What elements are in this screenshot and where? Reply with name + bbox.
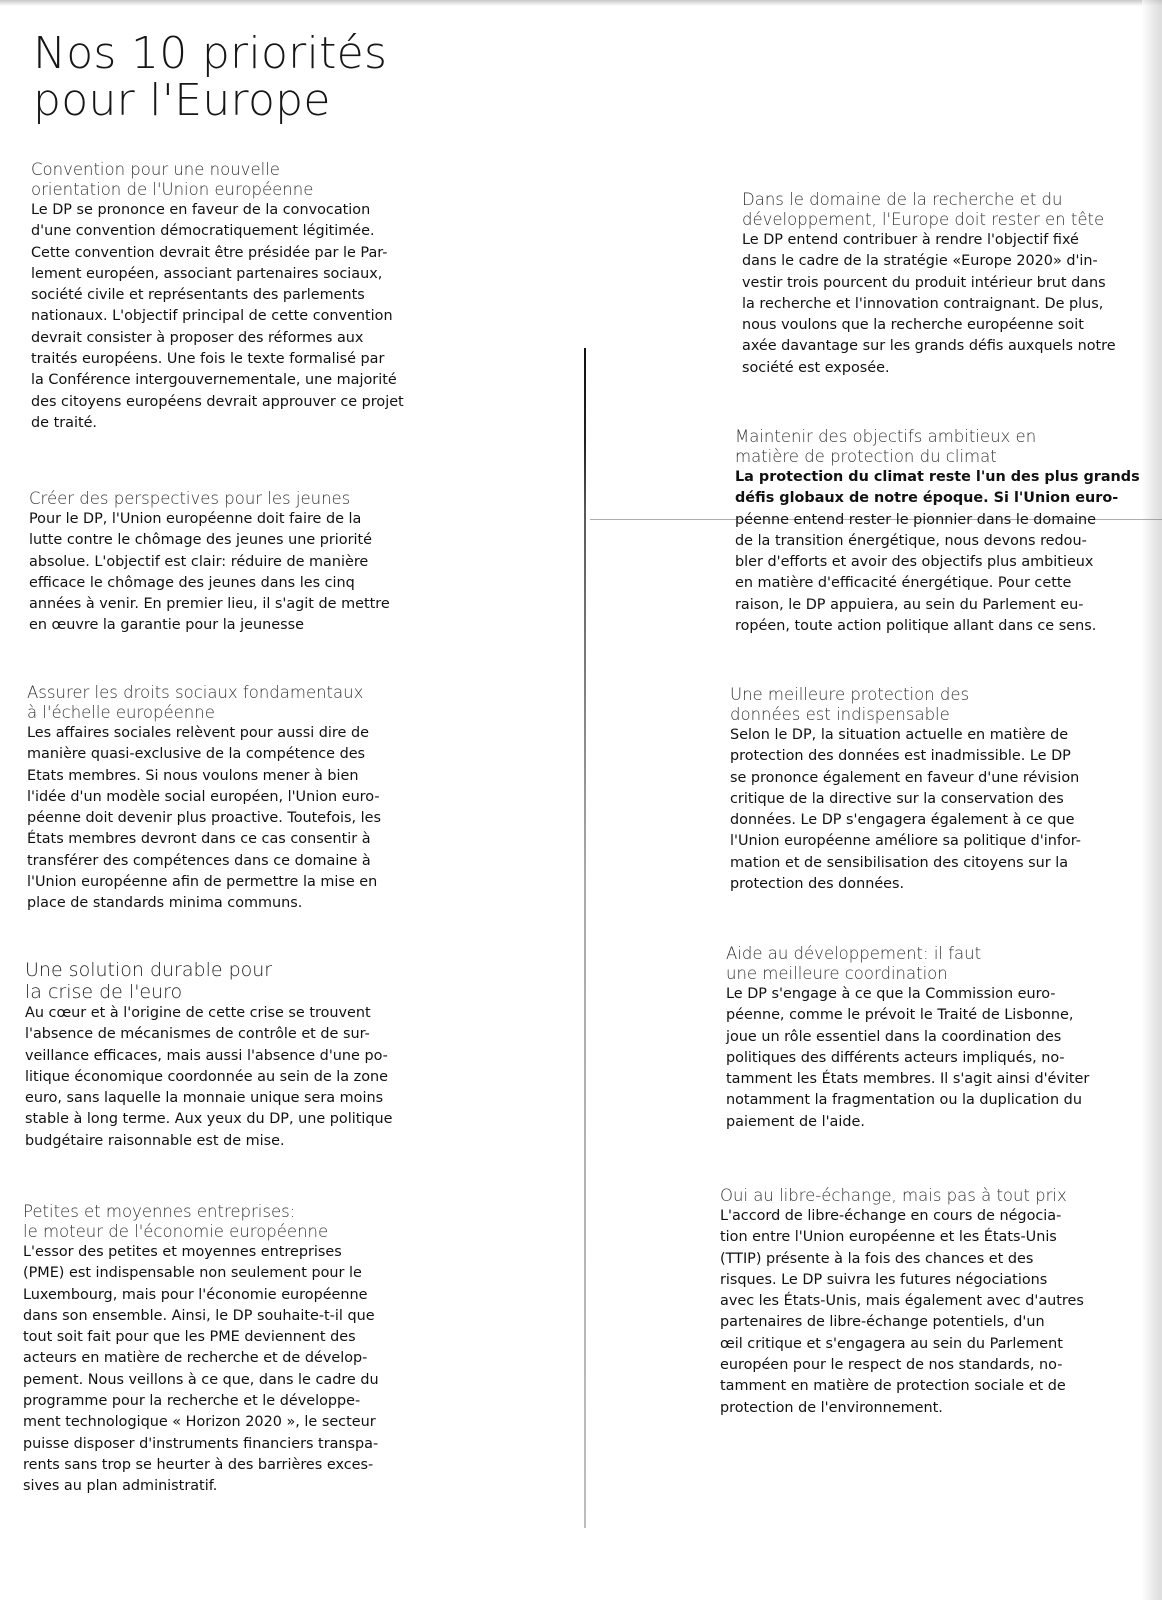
body-line: de la transition énergétique, nous devons redou- [735, 532, 1087, 549]
section-droits-sociaux [27, 683, 432, 915]
body-line: Le DP se prononce en faveur de la convocation [31, 202, 371, 218]
section-body [27, 723, 432, 915]
body-line: L'essor des petites et moyennes entreprises [23, 1244, 342, 1260]
body-line: place de standards minima communs. [27, 895, 303, 912]
heading-line: Assurer les droits sociaux fondamentaux [27, 683, 364, 702]
body-line: États membres devront dans ce cas consentir à [27, 831, 371, 848]
body-line: protection de l'environnement. [720, 1399, 943, 1416]
body-line: Selon le DP, la situation actuelle en matière de [730, 727, 1069, 743]
scan-edge-top [0, 0, 1162, 6]
body-line: programme pour la recherche et le développe- [23, 1393, 361, 1410]
body-line: Cette convention devrait être présidée par le Par- [31, 244, 388, 261]
body-line: critique de la directive sur la conservation des [730, 790, 1064, 807]
body-line: avec les États-Unis, mais également avec d'autres [720, 1293, 1084, 1310]
body-line: lutte contre le chômage des jeunes une priorité [29, 532, 373, 549]
body-line: se prononce également en faveur d'une révision [730, 769, 1080, 786]
body-line: nous voulons que la recherche européenne soit [742, 317, 1084, 334]
body-line: ment technologique « Horizon 2020 », le secteur [23, 1414, 376, 1431]
section-body [29, 509, 434, 637]
body-line: politiques des différents acteurs impliqués, no- [726, 1049, 1065, 1066]
body-line: Le DP entend contribuer à rendre l'objectif fixé [742, 232, 1079, 248]
body-line: lement européen, associant partenaires sociaux, [31, 265, 383, 282]
body-line: nationaux. L'objectif principal de cette convention [31, 308, 393, 325]
section-body [720, 1206, 1125, 1419]
column-divider [584, 348, 586, 1528]
body-line: devrait consister à proposer des réformes aux [31, 329, 364, 346]
section-heading [31, 160, 436, 200]
body-line: Luxembourg, mais pour l'économie européenne [23, 1286, 368, 1303]
section-donnees [730, 685, 1135, 895]
body-line: raison, le DP appuiera, au sein du Parlement eu- [735, 596, 1084, 613]
body-line: de traité. [31, 414, 98, 431]
body-line: (TTIP) présente à la fois des chances et des [720, 1250, 1034, 1267]
heading-line: Une solution durable pour [25, 959, 273, 981]
section-heading [730, 685, 1135, 725]
body-line: bler d'efforts et avoir des objectifs plus ambitieux [735, 554, 1094, 571]
heading-line: Oui au libre-échange, mais pas à tout prix [720, 1186, 1067, 1205]
section-convention [31, 160, 436, 434]
body-line: budgétaire raisonnable est de mise. [25, 1132, 285, 1149]
heading-line: la crise de l'euro [25, 980, 183, 1003]
section-body [726, 984, 1131, 1133]
body-line: veillance efficaces, mais aussi l'absence d'une po- [25, 1047, 388, 1064]
body-line: Les affaires sociales relèvent pour aussi dire de [27, 725, 369, 741]
body-line: vestir trois pourcent du produit intérieur brut dans [742, 274, 1106, 291]
body-line: efficace le chômage des jeunes dans les cinq [29, 574, 355, 591]
section-body [730, 725, 1135, 895]
section-crise-euro [25, 960, 430, 1152]
body-line: tamment en matière de protection sociale et de [720, 1378, 1066, 1395]
section-body [25, 1003, 430, 1152]
body-line: péenne entend rester le pionnier dans le domaine [735, 511, 1097, 528]
body-line: l'idée d'un modèle social européen, l'Union euro- [27, 788, 380, 805]
section-body [31, 200, 436, 434]
body-line: tout soit fait pour que les PME deviennent des [23, 1329, 356, 1346]
heading-line: matière de protection du climat [735, 447, 997, 466]
section-heading [25, 960, 430, 1003]
heading-line: le moteur de l'économie européenne [23, 1222, 329, 1241]
section-heading [735, 427, 1140, 467]
body-line: œil critique et s'engagera au sein du Parlement [720, 1335, 1063, 1352]
body-line: manière quasi-exclusive de la compétence des [27, 746, 366, 763]
body-line: joue un rôle essentiel dans la coordination des [726, 1028, 1062, 1045]
body-line: mation et de sensibilisation des citoyens sur la [730, 854, 1069, 871]
body-line: défis globaux de notre époque. Si l'Union euro- [735, 490, 1119, 507]
body-line: société est exposée. [742, 359, 890, 376]
heading-line: à l'échelle européenne [27, 703, 215, 722]
body-line: l'Union européenne afin de permettre la mise en [27, 874, 378, 891]
section-recherche [742, 190, 1147, 379]
page-title-line-1: Nos 10 priorités [33, 28, 388, 79]
body-line: protection des données est inadmissible. Le DP [730, 748, 1071, 765]
section-body [23, 1242, 428, 1498]
body-line: années à venir. En premier lieu, il s'agit de mettre [29, 596, 390, 613]
body-line: tion entre l'Union européenne et les États-Unis [720, 1229, 1057, 1246]
body-line: L'accord de libre-échange en cours de négocia- [720, 1208, 1062, 1224]
body-line: Le DP s'engage à ce que la Commission euro- [726, 986, 1056, 1002]
section-aide-developpement [726, 944, 1131, 1133]
heading-line: Petites et moyennes entreprises: [23, 1202, 296, 1221]
body-line: protection des données. [730, 876, 905, 893]
body-line: La protection du climat reste l'un des plus grands [735, 469, 1140, 485]
body-line: péenne, comme le prévoit le Traité de Lisbonne, [726, 1007, 1074, 1024]
body-line: dans son ensemble. Ainsi, le DP souhaite-t-il que [23, 1307, 375, 1324]
body-line: notamment la fragmentation ou la duplication du [726, 1092, 1082, 1109]
heading-line: Convention pour une nouvelle [31, 160, 280, 179]
body-line: axée davantage sur les grands défis auxquels notre [742, 338, 1116, 355]
heading-line: développement, l'Europe doit rester en tête [742, 210, 1105, 229]
body-line: acteurs en matière de recherche et de dévelop- [23, 1350, 368, 1367]
body-line: en œuvre la garantie pour la jeunesse [29, 617, 304, 634]
section-pme [23, 1202, 428, 1498]
body-line: péenne doit devenir plus proactive. Toutefois, les [27, 810, 382, 827]
heading-line: données est indispensable [730, 705, 950, 724]
body-line: sives au plan administratif. [23, 1478, 218, 1495]
heading-line: une meilleure coordination [726, 964, 948, 983]
body-line: Etats membres. Si nous voulons mener à bien [27, 767, 359, 784]
heading-line: Dans le domaine de la recherche et du [742, 190, 1063, 209]
body-line: l'absence de mécanismes de contrôle et de sur- [25, 1026, 370, 1043]
heading-line: Maintenir des objectifs ambitieux en [735, 427, 1037, 446]
heading-line: orientation de l'Union européenne [31, 180, 314, 199]
body-line: euro, sans laquelle la monnaie unique sera moins [25, 1090, 384, 1107]
body-line: transférer des compétences dans ce domaine à [27, 852, 371, 869]
body-line: dans le cadre de la stratégie «Europe 2020» d'in- [742, 253, 1098, 270]
body-line: européen pour le respect de nos standards, no- [720, 1357, 1063, 1374]
body-line: la recherche et l'innovation contraignant. De plus, [742, 295, 1104, 312]
body-line: en matière d'efficacité énergétique. Pour cette [735, 575, 1072, 592]
section-libre-echange [720, 1186, 1125, 1419]
body-line: pement. Nous veillons à ce que, dans le cadre du [23, 1371, 379, 1388]
section-heading [726, 944, 1131, 984]
body-line: des citoyens européens devrait approuver ce projet [31, 393, 404, 410]
body-line: Pour le DP, l'Union européenne doit faire de la [29, 511, 362, 527]
body-line: tamment les États membres. Il s'agit ainsi d'éviter [726, 1071, 1090, 1088]
section-body [742, 230, 1147, 379]
body-line: puisse disposer d'instruments financiers transpa- [23, 1435, 379, 1452]
body-line: l'Union européenne améliore sa politique d'infor- [730, 833, 1081, 850]
section-heading [29, 489, 434, 509]
body-line: traités européens. Une fois le texte formalisé par [31, 351, 385, 368]
heading-line: Aide au développement: il faut [726, 944, 982, 963]
page-title [33, 30, 387, 124]
page-title-line-2: pour l'Europe [33, 75, 331, 126]
body-line: données. Le DP s'engagera également à ce que [730, 812, 1075, 829]
body-line: partenaires de libre-échange potentiels, d'un [720, 1314, 1045, 1331]
body-line: ropéen, toute action politique allant dans ce sens. [735, 618, 1097, 635]
body-line: absolue. L'objectif est clair: réduire de manière [29, 553, 369, 570]
section-jeunes [29, 489, 434, 637]
section-heading [27, 683, 432, 723]
body-line: (PME) est indispensable non seulement pour le [23, 1265, 362, 1282]
body-line: société civile et représentants des parlements [31, 287, 365, 304]
body-line: d'une convention démocratiquement légitimée. [31, 223, 375, 240]
body-line: stable à long terme. Aux yeux du DP, une politique [25, 1111, 393, 1128]
heading-line: Une meilleure protection des [730, 685, 970, 704]
body-line: litique économique coordonnée au sein de la zone [25, 1068, 389, 1085]
section-climat [735, 427, 1140, 637]
section-body [735, 467, 1140, 637]
section-heading [742, 190, 1147, 230]
body-line: Au cœur et à l'origine de cette crise se trouvent [25, 1005, 371, 1021]
body-line: risques. Le DP suivra les futures négociations [720, 1271, 1048, 1288]
section-heading [23, 1202, 428, 1242]
body-line: la Conférence intergouvernementale, une majorité [31, 372, 397, 389]
heading-line: Créer des perspectives pour les jeunes [29, 489, 351, 508]
body-line: rents sans trop se heurter à des barrières exces- [23, 1456, 374, 1473]
body-line: paiement de l'aide. [726, 1113, 865, 1130]
section-heading [720, 1186, 1125, 1206]
